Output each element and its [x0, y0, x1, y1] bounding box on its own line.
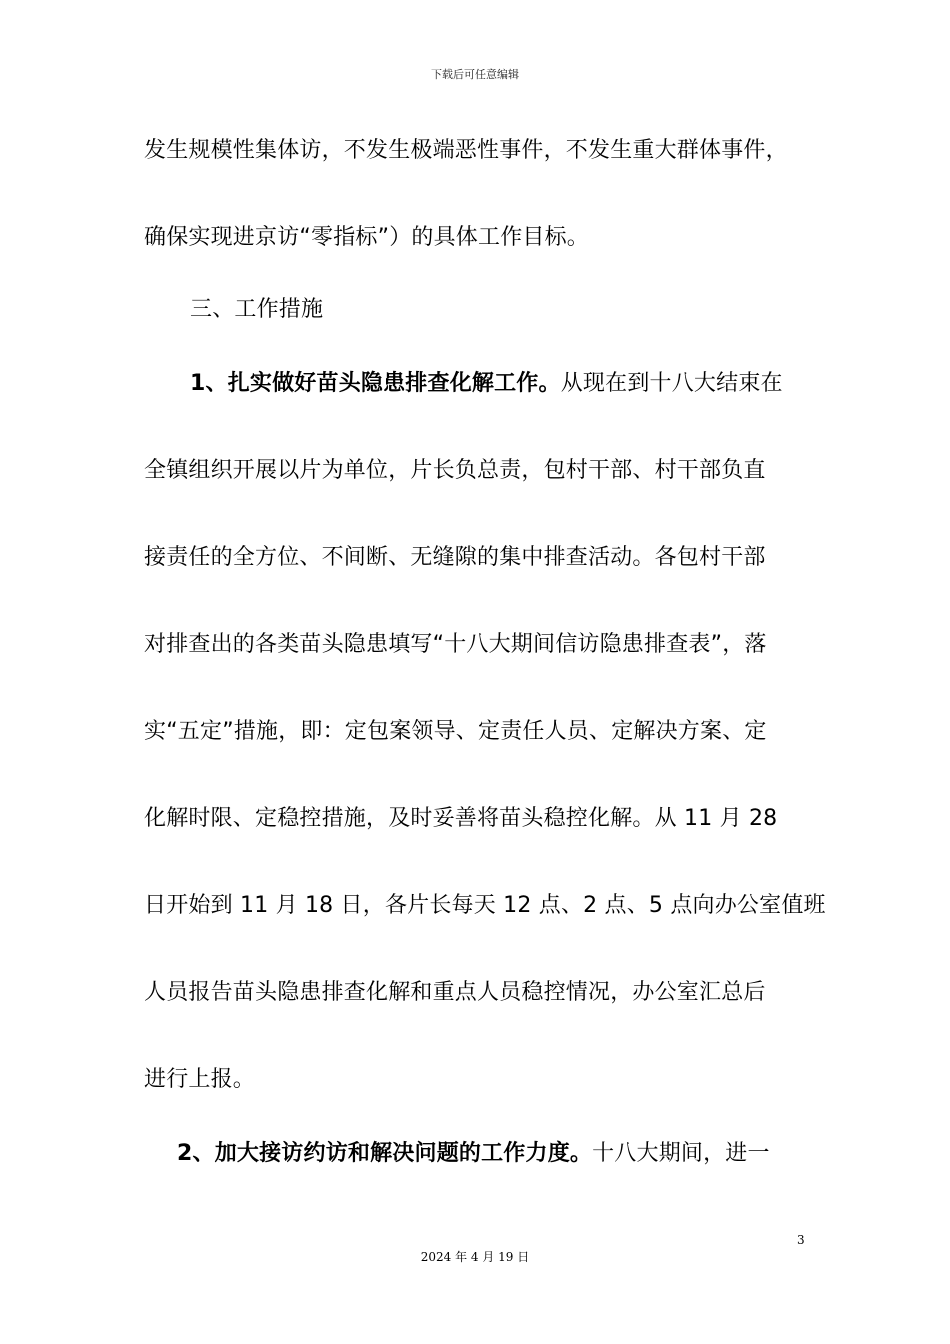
- item-2-text: 十八大期间，进一: [592, 1141, 770, 1166]
- body-line-8: 实“五定”措施，即：定包案领导、定责任人员、定解决方案、定: [144, 719, 767, 744]
- body-line-2: 确保实现进京访“零指标”）的具体工作目标。: [144, 225, 589, 250]
- footer-date: 2024 年 4 月 19 日: [420, 1250, 530, 1264]
- body-line-9: 化解时限、定稳控措施，及时妥善将苗头稳控化解。从 11 月 28: [144, 806, 778, 831]
- page-number: 3: [797, 1233, 805, 1247]
- body-line-7: 对排查出的各类苗头隐患填写“十八大期间信访隐患排查表”，落: [144, 632, 767, 657]
- body-line-12: 进行上报。: [144, 1067, 256, 1092]
- item-1-text: 从现在到十八大结束在: [560, 371, 783, 396]
- body-line-6: 接责任的全方位、不间断、无缝隙的集中排查活动。各包村干部: [144, 545, 766, 570]
- body-line-4: [190, 369, 783, 399]
- body-line-11: 人员报告苗头隐患排查化解和重点人员稳控情况，办公室汇总后: [144, 980, 766, 1005]
- body-line-1: 发生规模性集体访，不发生极端恶性事件，不发生重大群体事件，: [144, 138, 788, 163]
- body-line-5: 全镇组织开展以片为单位，片长负总责，包村干部、村干部负直: [144, 458, 766, 483]
- item-1-heading: 1、扎实做好苗头隐患排查化解工作。: [190, 371, 561, 396]
- body-line-13: [177, 1139, 770, 1169]
- item-2-heading: 2、加大接访约访和解决问题的工作力度。: [177, 1141, 593, 1166]
- page-header-note: 下载后可任意编辑: [431, 68, 519, 81]
- body-line-10: 日开始到 11 月 18 日，各片长每天 12 点、2 点、5 点向办公室值班: [144, 893, 826, 918]
- section-heading-work-measures: 三、工作措施: [190, 297, 324, 322]
